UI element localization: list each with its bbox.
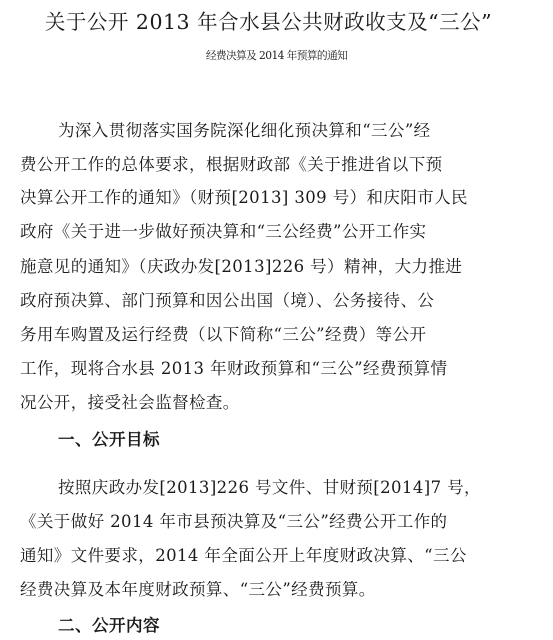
document-title-line-1: 关于公开 2013 年合水县公共财政收支及“三公” (44, 10, 493, 34)
intro-line-6: 政府预决算、部门预算和因公出国（境）、公务接待、公 (20, 291, 435, 310)
goals-line-1: 按照庆政办发[2013]226 号文件、甘财预[2014]7 号， (58, 478, 481, 497)
intro-line-4: 政府《关于进一步做好预决算和“三公经费”公开工作实 (20, 222, 427, 241)
intro-line-9: 况公开，接受社会监督检查。 (20, 393, 240, 412)
intro-line-2: 费公开工作的总体要求，根据财政部《关于推进省以下预 (20, 155, 443, 174)
intro-line-1: 为深入贯彻落实国务院深化细化预决算和“三公”经 (58, 121, 431, 140)
goals-line-4: 经费决算及本年度财政预算、“三公”经费预算。 (20, 580, 376, 599)
goals-line-3: 通知》文件要求，2014 年全面公开上年度财政决算、“三公 (20, 546, 467, 565)
section-heading-content: 二、公开内容 (58, 616, 160, 635)
intro-line-8: 工作，现将合水县 2013 年财政预算和“三公”经费预算情 (20, 359, 448, 378)
goals-line-2: 《关于做好 2014 年市县预决算及“三公”经费公开工作的 (20, 512, 448, 531)
section-heading-goals: 一、公开目标 (58, 430, 160, 449)
intro-line-3: 决算公开工作的通知》（财预[2013] 309 号）和庆阳市人民 (20, 188, 468, 207)
document-title-line-2: 经费决算及 2014 年预算的通知 (205, 49, 348, 62)
intro-line-7: 务用车购置及运行经费（以下简称“三公”经费）等公开 (20, 325, 427, 344)
intro-line-5: 施意见的通知》（庆政办发[2013]226 号）精神，大力推进 (20, 257, 463, 276)
